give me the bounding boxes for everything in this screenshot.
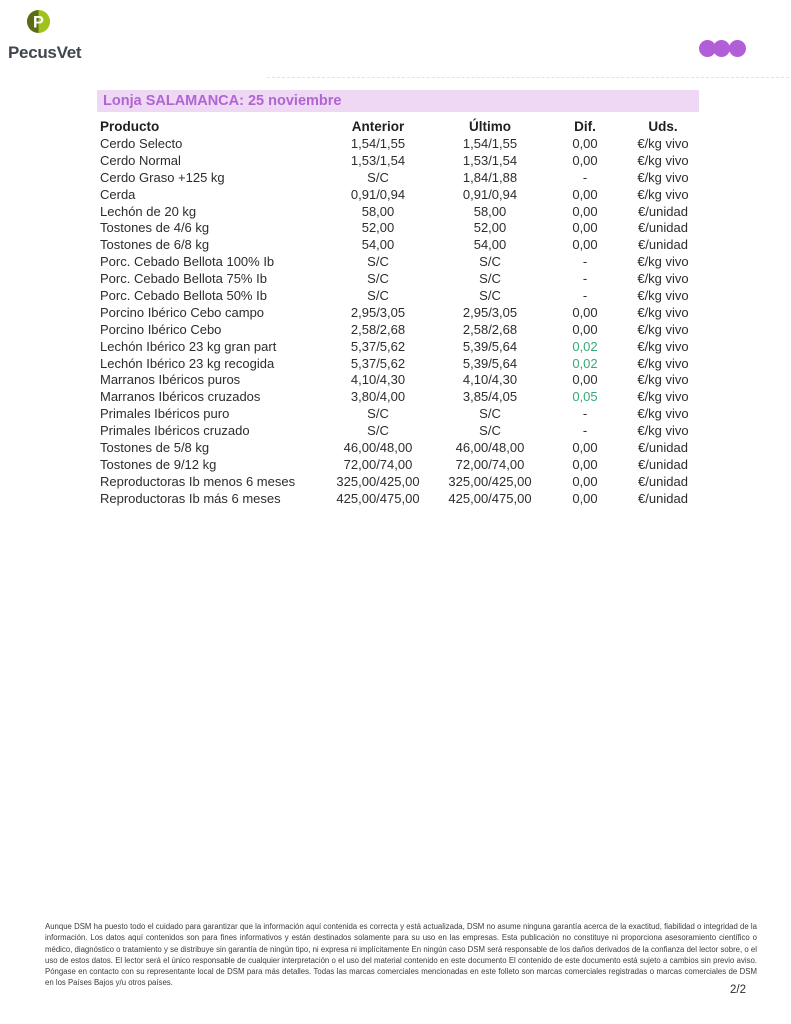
cell-dif: 0,00 [572, 304, 598, 320]
cell-ultimo: S/C [479, 271, 501, 287]
cell-producto: Lechón Ibérico 23 kg gran part [100, 338, 277, 354]
cell-dif: 0,00 [572, 473, 598, 489]
table-row [100, 321, 702, 338]
table-row [100, 219, 702, 236]
cell-anterior: 5,37/5,62 [350, 355, 406, 371]
cell-producto: Porcino Ibérico Cebo campo [100, 304, 265, 320]
cell-dif: 0,00 [572, 456, 598, 472]
cell-anterior: 52,00 [361, 220, 395, 236]
cell-producto: Porc. Cebado Bellota 50% Ib [100, 287, 267, 303]
cell-ultimo: 1,53/1,54 [462, 152, 518, 168]
section-title: Lonja SALAMANCA: 25 noviembre [103, 93, 342, 109]
cell-producto: Marranos Ibéricos cruzados [100, 389, 261, 405]
table-row [100, 270, 702, 287]
cell-uds: €/kg vivo [637, 304, 689, 320]
cell-ultimo: 58,00 [473, 203, 507, 219]
cell-anterior: S/C [367, 423, 389, 439]
cell-producto: Cerdo Graso +125 kg [100, 169, 225, 185]
cell-uds: €/unidad [638, 490, 688, 506]
table-row [100, 186, 702, 203]
cell-ultimo: 1,84/1,88 [462, 169, 518, 185]
cell-anterior: 72,00/74,00 [343, 456, 413, 472]
cell-uds: €/unidad [638, 473, 688, 489]
cell-anterior: 2,58/2,68 [350, 321, 406, 337]
table-row [100, 203, 702, 220]
cell-dif: - [582, 254, 588, 270]
cell-dif: 0,00 [572, 152, 598, 168]
table-row [100, 169, 702, 186]
cell-producto: Marranos Ibéricos puros [100, 372, 241, 388]
cell-ultimo: 46,00/48,00 [455, 439, 525, 455]
cell-ultimo: S/C [479, 254, 501, 270]
cell-dif: 0,00 [572, 237, 598, 253]
cell-uds: €/kg vivo [637, 271, 689, 287]
cell-anterior: 5,37/5,62 [350, 338, 406, 354]
cell-anterior: 2,95/3,05 [350, 304, 406, 320]
cell-producto: Porc. Cebado Bellota 75% Ib [100, 271, 267, 287]
logo-wordmark: PecusVet [8, 43, 82, 62]
section-title-bar [97, 90, 699, 112]
cell-uds: €/unidad [638, 439, 688, 455]
table-header-row [100, 117, 702, 135]
cell-ultimo: 54,00 [473, 237, 507, 253]
cell-dif: 0,00 [572, 186, 598, 202]
cell-uds: €/kg vivo [637, 338, 689, 354]
table-row [100, 287, 702, 304]
cell-dif: - [582, 169, 588, 185]
cell-dif: - [582, 423, 588, 439]
dot-icon [713, 40, 730, 57]
cell-dif: 0,00 [572, 490, 598, 506]
cell-ultimo: S/C [479, 287, 501, 303]
cell-producto: Reproductoras Ib más 6 meses [100, 490, 281, 506]
cell-producto: Cerda [100, 186, 136, 202]
table-row [100, 152, 702, 169]
cell-producto: Primales Ibéricos cruzado [100, 423, 250, 439]
cell-anterior: 325,00/425,00 [336, 473, 420, 489]
pecusvet-logo-icon [26, 9, 51, 34]
cell-uds: €/kg vivo [637, 355, 689, 371]
cell-producto: Cerdo Selecto [100, 135, 183, 151]
cell-dif: 0,05 [572, 389, 598, 405]
cell-dif: - [582, 271, 588, 287]
page-number: 2/2 [730, 984, 746, 996]
cell-uds: €/unidad [638, 456, 688, 472]
cell-dif: 0,00 [572, 203, 598, 219]
cell-uds: €/kg vivo [637, 254, 689, 270]
dot-icon [729, 40, 746, 57]
cell-anterior: S/C [367, 271, 389, 287]
cell-producto: Tostones de 9/12 kg [100, 456, 217, 472]
cell-producto: Primales Ibéricos puro [100, 406, 230, 422]
cell-ultimo: S/C [479, 406, 501, 422]
price-table [100, 117, 702, 507]
cell-uds: €/kg vivo [637, 135, 689, 151]
column-header-ultimo: Último [469, 118, 511, 134]
cell-dif: - [582, 287, 588, 303]
cell-uds: €/unidad [638, 220, 688, 236]
cell-dif: 0,00 [572, 135, 598, 151]
cell-anterior: 1,53/1,54 [350, 152, 406, 168]
cell-producto: Tostones de 4/6 kg [100, 220, 210, 236]
cell-dif: - [582, 406, 588, 422]
cell-anterior: 0,91/0,94 [350, 186, 406, 202]
cell-anterior: 1,54/1,55 [350, 135, 406, 151]
table-row [100, 388, 702, 405]
cell-producto: Tostones de 5/8 kg [100, 439, 210, 455]
table-row [100, 253, 702, 270]
cell-ultimo: 0,91/0,94 [462, 186, 518, 202]
table-row [100, 490, 702, 507]
cell-producto: Reproductoras Ib menos 6 meses [100, 473, 296, 489]
cell-anterior: 46,00/48,00 [343, 439, 413, 455]
column-header-anterior: Anterior [351, 118, 405, 134]
cell-ultimo: 72,00/74,00 [455, 456, 525, 472]
cell-producto: Cerdo Normal [100, 152, 181, 168]
cell-uds: €/kg vivo [637, 321, 689, 337]
cell-ultimo: 4,10/4,30 [462, 372, 518, 388]
cell-dif: 0,02 [572, 355, 598, 371]
cell-anterior: S/C [367, 254, 389, 270]
table-row [100, 355, 702, 372]
cell-uds: €/kg vivo [637, 287, 689, 303]
table-row [100, 439, 702, 456]
cell-dif: 0,00 [572, 321, 598, 337]
cell-uds: €/kg vivo [637, 186, 689, 202]
cell-ultimo: 325,00/425,00 [448, 473, 532, 489]
table-row [100, 371, 702, 388]
cell-dif: 0,02 [572, 338, 598, 354]
cell-ultimo: 425,00/475,00 [448, 490, 532, 506]
cell-anterior: S/C [367, 406, 389, 422]
cell-ultimo: S/C [479, 423, 501, 439]
cell-ultimo: 3,85/4,05 [462, 389, 518, 405]
cell-anterior: 58,00 [361, 203, 395, 219]
cell-producto: Porcino Ibérico Cebo [100, 321, 222, 337]
cell-anterior: 54,00 [361, 237, 395, 253]
cell-producto: Tostones de 6/8 kg [100, 237, 210, 253]
cell-dif: 0,00 [572, 220, 598, 236]
cell-ultimo: 1,54/1,55 [462, 135, 518, 151]
cell-producto: Lechón Ibérico 23 kg recogida [100, 355, 275, 371]
cell-anterior: S/C [367, 169, 389, 185]
cell-uds: €/kg vivo [637, 372, 689, 388]
cell-producto: Porc. Cebado Bellota 100% Ib [100, 254, 275, 270]
disclaimer-text: Aunque DSM ha puesto todo el cuidado para garantizar que la información aquí contenida es correcta y está actualizada, DSM no asume ninguna garantía acerca de la exactitud, fiabilidad o integridad de la información. Los datos aquí contenidos son para fines informativos y están destinados solamente para su uso en las empresas. Esta publicación no constituye ni proporciona asesoramiento científico o médico, diagnóstico o tratamiento y se distribuye sin garantía de ningún tipo, ni expresa ni implícitamente En ningún caso DSM será responsable de los daños derivados de la confianza del lector sobre, o el uso de estos datos. El lector será el único responsable de cualquier interpretación o el uso del material contenido en este documento El contenido de este documento está sujeto a cambios sin previo aviso. Póngase en contacto con su representante local de DSM para más detalles. Todas las marcas comerciales mencionadas en este folleto son marcas comerciales registradas o marcas comerciales de DSM en los Países Bajos y/u otros países. [45, 922, 757, 988]
cell-ultimo: 52,00 [473, 220, 507, 236]
price-table-body [100, 135, 702, 507]
cell-uds: €/kg vivo [637, 152, 689, 168]
cell-uds: €/kg vivo [637, 423, 689, 439]
table-row [100, 456, 702, 473]
table-row [100, 338, 702, 355]
table-row [100, 304, 702, 321]
cell-ultimo: 5,39/5,64 [462, 338, 518, 354]
cell-dif: 0,00 [572, 372, 598, 388]
cell-anterior: 3,80/4,00 [350, 389, 406, 405]
cell-ultimo: 5,39/5,64 [462, 355, 518, 371]
cell-uds: €/kg vivo [637, 389, 689, 405]
cell-uds: €/kg vivo [637, 169, 689, 185]
table-row [100, 236, 702, 253]
cell-ultimo: 2,58/2,68 [462, 321, 518, 337]
logo-letter: P [33, 13, 44, 32]
cell-uds: €/kg vivo [637, 406, 689, 422]
cell-anterior: 4,10/4,30 [350, 372, 406, 388]
cell-dif: 0,00 [572, 439, 598, 455]
cell-uds: €/unidad [638, 203, 688, 219]
column-header-uds: Uds. [648, 118, 678, 134]
cell-anterior: 425,00/475,00 [336, 490, 420, 506]
cell-anterior: S/C [367, 287, 389, 303]
column-header-producto: Producto [100, 118, 160, 134]
dashed-divider [267, 77, 789, 78]
table-row [100, 473, 702, 490]
cell-uds: €/unidad [638, 237, 688, 253]
table-row [100, 135, 702, 152]
cell-producto: Lechón de 20 kg [100, 203, 197, 219]
table-row [100, 405, 702, 422]
cell-ultimo: 2,95/3,05 [462, 304, 518, 320]
table-row [100, 422, 702, 439]
column-header-dif: Dif. [574, 118, 596, 134]
